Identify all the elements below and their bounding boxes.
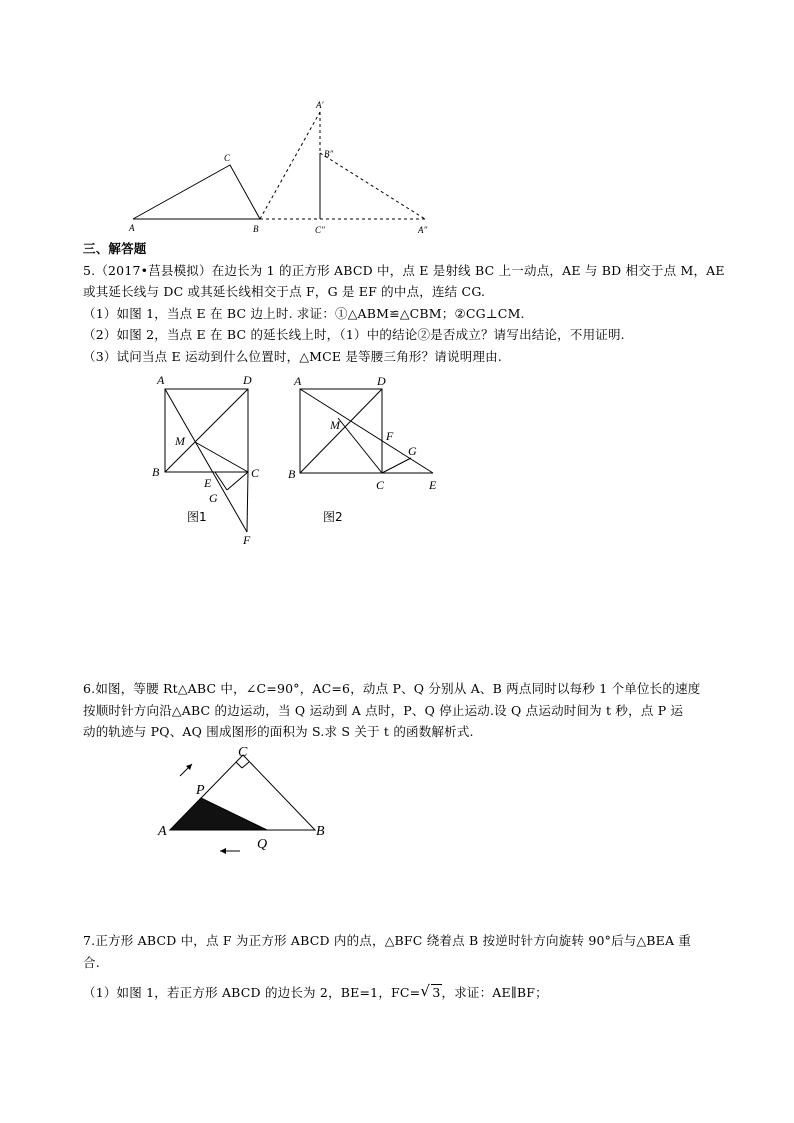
section-heading: 三、解答题 (83, 241, 147, 256)
top-triangle-figure (120, 95, 440, 240)
q5-line-4: （2）如图 2，当点 E 在 BC 的延长线上时，（1）中的结论②是否成立？请写出结论，不用证明. (83, 327, 625, 342)
f2-label-m: M (330, 418, 340, 432)
f2-label-g: G (408, 444, 417, 458)
q6-label-c: C (238, 745, 248, 760)
q7-line-2: 合. (83, 955, 100, 970)
f2-label-a: A (294, 374, 302, 388)
label-a-prime: A' (316, 100, 324, 110)
q7-line-3-post: ，求证：AE∥BF； (441, 985, 548, 1000)
arrow-left-head (220, 848, 226, 854)
f1-caption: 图1 (187, 510, 207, 524)
label-b: B (253, 224, 259, 234)
dashed-b2-a2 (320, 153, 425, 219)
label-a-double: A" (418, 225, 428, 235)
f1-label-a: A (157, 373, 165, 387)
f1-label-b: B (152, 465, 160, 479)
line-mc (195, 442, 248, 472)
q5-line-2: 或其延长线与 DC 或其延长线相交于点 F，G 是 EF 的中点，连结 CG. (83, 284, 486, 299)
label-a: A (129, 223, 135, 233)
line-cg (227, 472, 248, 490)
q6-label-a: A (158, 824, 167, 839)
q7-line-3-pre: （1）如图 1，若正方形 ABCD 的边长为 2，BE=1，FC= (83, 985, 421, 1000)
f1-label-g: G (209, 491, 218, 505)
line-ae-2 (300, 389, 433, 473)
f1-label-f: F (243, 533, 251, 547)
q6-line-3: 动的轨迹与 PQ、AQ 围成图形的面积为 S.求 S 关于 t 的函数解析式. (83, 724, 474, 739)
sqrt-expression (420, 982, 441, 1001)
f1-label-d: D (243, 373, 252, 387)
triangle-abc (133, 165, 260, 219)
diagonal-bd-2 (300, 389, 382, 473)
right-angle-mark-1 (236, 762, 242, 768)
q6-label-p: P (196, 783, 205, 798)
q7-line-1: 7.正方形 ABCD 中，点 F 为正方形 ABCD 内的点，△BFC 绕着点 B 按逆时针方向旋转 90°后与△BEA 重 (83, 933, 692, 948)
q5-figure-1 (145, 370, 275, 550)
q5-line-5: （3）试问当点 E 运动到什么位置时，△MCE 是等腰三角形？请说明理由. (83, 349, 502, 364)
f2-label-f: F (386, 429, 394, 443)
q6-label-q: Q (257, 837, 268, 852)
q6-line-2: 按顺时针方向沿△ABC 的边运动，当 Q 运动到 A 点时，P、Q 停止运动.设 Q 点运动时间为 t 秒，点 P 运 (83, 703, 684, 718)
label-c-double: C" (315, 225, 325, 235)
q5-line-3: （1）如图 1，当点 E 在 BC 边上时. 求证：①△ABM≌△CBM；②CG⊥CM. (83, 306, 525, 321)
f2-label-c: C (376, 478, 385, 492)
sqrt-icon: √ (420, 982, 431, 1000)
dashed-a1-b (260, 112, 320, 219)
line-cf (247, 472, 248, 532)
q5-line-1: 5.（2017•莒县模拟）在边长为 1 的正方形 ABCD 中，点 E 是射线 BC 上一动点，AE 与 BD 相交于点 M，AE (83, 263, 725, 278)
q5-figure-2 (283, 370, 448, 530)
f2-label-e: E (429, 478, 437, 492)
q6-line-1: 6.如图，等腰 Rt△ABC 中，∠C=90°，AC=6，动点 P、Q 分别从 A、B 两点同时以每秒 1 个单位长的速度 (83, 681, 701, 696)
q7-line-3 (83, 982, 548, 1001)
q6-figure (150, 745, 340, 860)
line-mc-2 (338, 418, 382, 473)
sqrt-radicand: 3 (432, 985, 441, 1000)
q6-label-b: B (316, 824, 325, 839)
right-angle-mark-2 (242, 762, 249, 768)
label-b-double: B" (324, 149, 334, 159)
shaded-region-apq (170, 798, 267, 830)
f1-label-c: C (251, 466, 260, 480)
f1-label-m: M (175, 434, 185, 448)
diagonal-bd (165, 389, 248, 472)
f1-label-e: E (204, 476, 212, 490)
line-cg-2 (382, 458, 411, 473)
f2-label-d: D (377, 374, 386, 388)
f2-caption: 图2 (323, 510, 343, 524)
f2-label-b: B (288, 467, 296, 481)
label-c: C (224, 153, 231, 163)
